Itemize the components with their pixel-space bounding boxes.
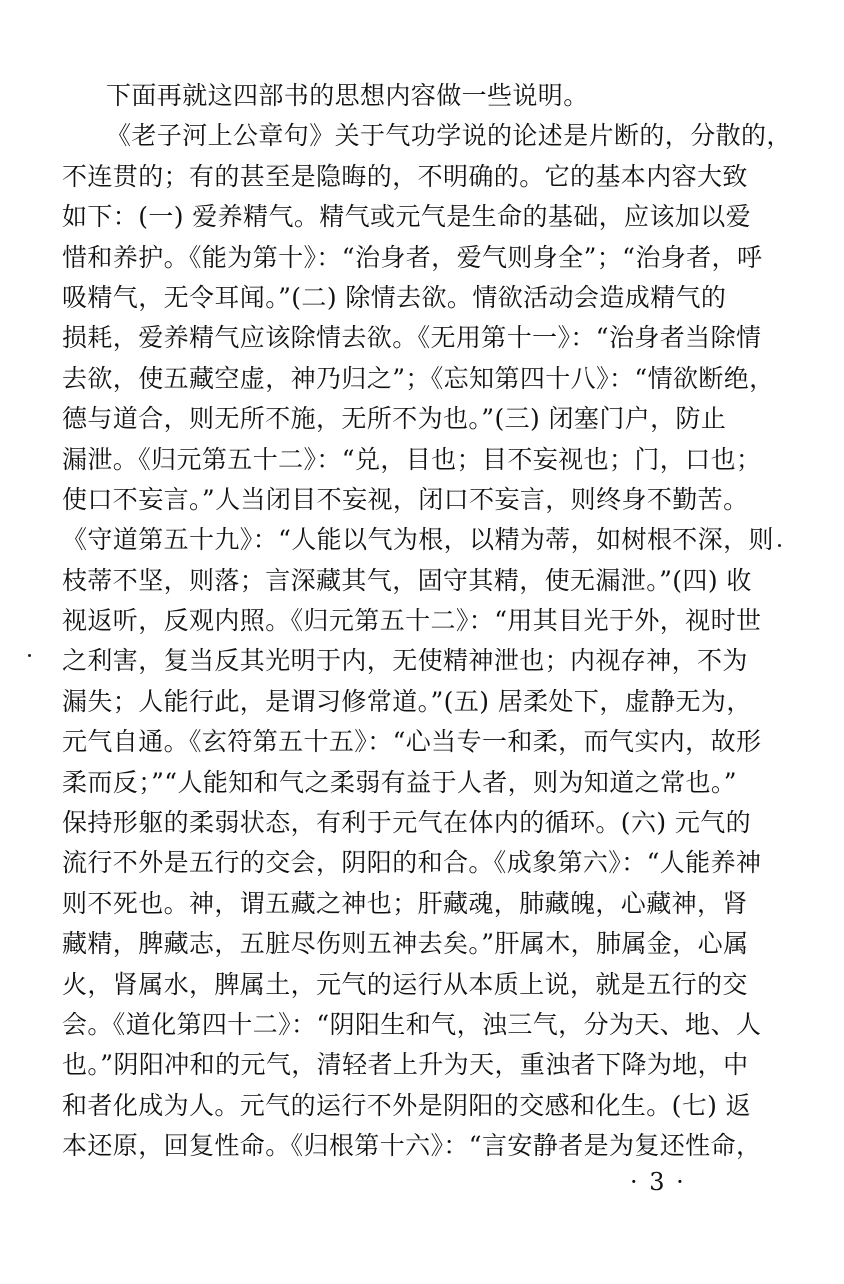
scan-speck: [28, 654, 31, 657]
text-line: 也。”阴阳冲和的元气，清轻者上升为天，重浊者下降为地，中: [62, 1050, 749, 1080]
text-line: 元气自通。《玄符第五十五》：“心当专一和柔，而气实内，故形: [62, 727, 762, 757]
text-line: 下面再就这四部书的思想内容做一些说明。: [106, 81, 589, 110]
text-line: 不连贯的；有的甚至是隐晦的，不明确的。它的基本内容大致: [62, 161, 748, 191]
text-line: 吸精气，无令耳闻。”(二) 除情去欲。情欲活动会造成精气的: [62, 282, 727, 312]
text-line: 《守道第五十九》：“人能以气为根，以精为蒂，如树根不深，则: [62, 525, 774, 555]
text-line: 则不死也。神，谓五藏之神也；肝藏魂，肺藏魄，心藏神，肾: [62, 888, 748, 918]
text-line: 流行不外是五行的交会，阴阳的和合。《成象第六》：“人能养神: [62, 848, 762, 878]
page-number: · 3 ·: [630, 1168, 686, 1196]
text-line: 柔而反；”“人能知和气之柔弱有益于人者，则为知道之常也。”: [62, 767, 737, 797]
text-line: 如下：(一) 爱养精气。精气或元气是生命的基础，应该加以爱: [62, 202, 752, 232]
text-line: 本还原，回复性命。《归根第十六》：“言安静者是为复还性命，: [62, 1131, 762, 1161]
text-line: 枝蒂不坚，则落；言深藏其气，固守其精，使无漏泄。”(四) 收: [62, 565, 752, 595]
text-line: 藏精，脾藏志，五脏尽伤则五神去矣。”肝属木，肺属金，心属: [62, 929, 749, 959]
text-line: 损耗，爱养精气应该除情去欲。《无用第十一》：“治身者当除情: [62, 323, 762, 353]
text-line: 视返听，反观内照。《归元第五十二》：“用其目光于外，视时世: [62, 606, 762, 636]
text-line: 使口不妄言。”人当闭目不妄视，闭口不妄言，则终身不勤苦。: [62, 484, 749, 514]
text-line: 和者化成为人。元气的运行不外是阴阳的交感和化生。(七) 返: [62, 1090, 752, 1120]
text-line: 火，肾属水，脾属土，元气的运行从本质上说，就是五行的交: [62, 969, 748, 999]
text-line: 漏泄。《归元第五十二》：“兑，目也；目不妄视也；门，口也；: [62, 444, 762, 474]
text-line: 保持形躯的柔弱状态，有利于元气在体内的循环。(六) 元气的: [62, 808, 752, 838]
text-line: 德与道合，则无所不施，无所不为也。”(三) 闭塞门户，防止: [62, 404, 727, 434]
text-line: 惜和养护。《能为第十》：“治身者，爱气则身全”；“治身者，呼: [62, 242, 763, 272]
scan-speck: [778, 544, 781, 547]
text-line: 去欲，使五藏空虚，神乃归之”；《忘知第四十八》：“情欲断绝，: [62, 363, 775, 393]
text-line: 会。《道化第四十二》：“阴阳生和气，浊三气，分为天、地、人: [62, 1009, 762, 1039]
text-line: 之利害，复当反其光明于内，无使精神泄也；内视存神，不为: [62, 646, 748, 676]
body-text: [62, 76, 792, 1167]
text-line: 漏失；人能行此，是谓习修常道。”(五) 居柔处下，虚静无为，: [62, 686, 752, 716]
text-line: 《老子河上公章句》关于气功学说的论述是片断的，分散的，: [106, 121, 792, 151]
